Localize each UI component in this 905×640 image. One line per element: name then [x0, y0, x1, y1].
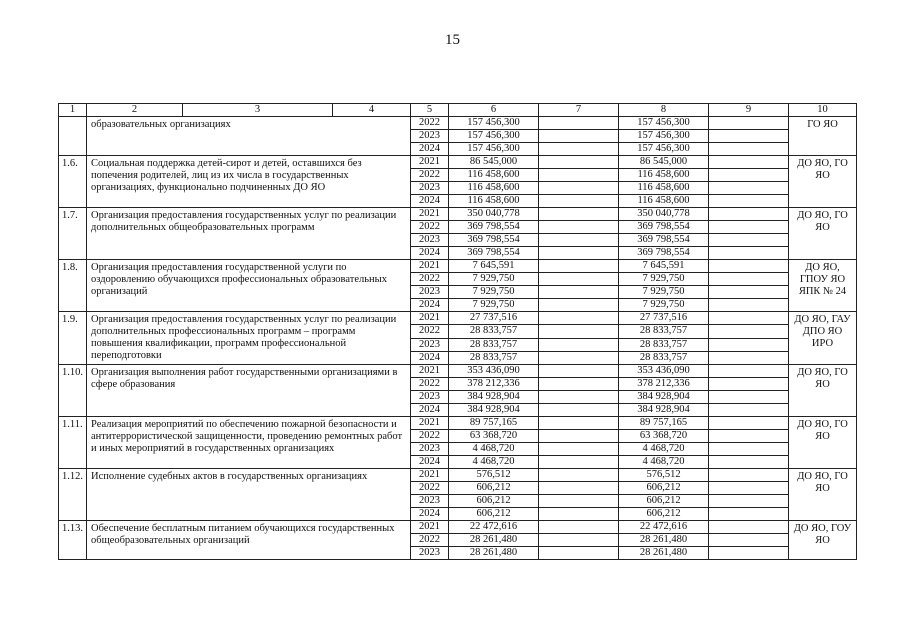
amount-regional-cell: 4 468,720 [619, 443, 709, 456]
executor-cell: ГО ЯО [789, 117, 857, 156]
executor-cell: ДО ЯО, ГОУ ЯО [789, 521, 857, 560]
amount-regional-cell: 116 458,600 [619, 182, 709, 195]
amount-other-cell [709, 443, 789, 456]
item-number: 1.7. [59, 208, 87, 260]
amount-other-cell [709, 286, 789, 299]
amount-federal-cell [539, 169, 619, 182]
item-number [59, 117, 87, 156]
amount-other-cell [709, 273, 789, 286]
amount-other-cell [709, 456, 789, 469]
item-name: Исполнение судебных актов в государственных организациях [87, 469, 411, 521]
amount-total-cell: 7 645,591 [449, 260, 539, 273]
amount-total-cell: 4 468,720 [449, 456, 539, 469]
year-cell: 2024 [411, 404, 449, 417]
amount-federal-cell [539, 195, 619, 208]
year-cell: 2022 [411, 273, 449, 286]
amount-total-cell: 28 833,757 [449, 325, 539, 338]
table-body [59, 104, 857, 560]
amount-federal-cell [539, 521, 619, 534]
amount-regional-cell: 28 261,480 [619, 547, 709, 560]
year-cell: 2021 [411, 469, 449, 482]
amount-other-cell [709, 495, 789, 508]
amount-federal-cell [539, 495, 619, 508]
year-cell: 2023 [411, 391, 449, 404]
year-cell: 2022 [411, 378, 449, 391]
amount-regional-cell: 27 737,516 [619, 312, 709, 325]
executor-cell: ДО ЯО, ГПОУ ЯО ЯПК № 24 [789, 260, 857, 312]
amount-regional-cell: 22 472,616 [619, 521, 709, 534]
table-row [59, 365, 857, 378]
header-row [59, 104, 857, 117]
amount-regional-cell: 384 928,904 [619, 404, 709, 417]
page-number: 15 [445, 32, 460, 48]
amount-total-cell: 606,212 [449, 508, 539, 521]
amount-regional-cell: 116 458,600 [619, 195, 709, 208]
amount-other-cell [709, 365, 789, 378]
amount-total-cell: 116 458,600 [449, 169, 539, 182]
year-cell: 2023 [411, 286, 449, 299]
amount-federal-cell [539, 443, 619, 456]
amount-total-cell: 22 472,616 [449, 521, 539, 534]
executor-cell: ДО ЯО, ГО ЯО [789, 156, 857, 208]
amount-federal-cell [539, 130, 619, 143]
amount-regional-cell: 7 929,750 [619, 273, 709, 286]
amount-other-cell [709, 221, 789, 234]
table-row [59, 260, 857, 273]
executor-cell: ДО ЯО, ГО ЯО [789, 365, 857, 417]
item-number: 1.9. [59, 312, 87, 365]
amount-regional-cell: 7 929,750 [619, 286, 709, 299]
amount-federal-cell [539, 260, 619, 273]
amount-total-cell: 350 040,778 [449, 208, 539, 221]
amount-total-cell: 606,212 [449, 495, 539, 508]
year-cell: 2024 [411, 143, 449, 156]
executor-cell: ДО ЯО, ГО ЯО [789, 208, 857, 260]
amount-other-cell [709, 247, 789, 260]
year-cell: 2023 [411, 130, 449, 143]
amount-total-cell: 378 212,336 [449, 378, 539, 391]
amount-regional-cell: 28 833,757 [619, 351, 709, 364]
amount-total-cell: 157 456,300 [449, 143, 539, 156]
amount-other-cell [709, 391, 789, 404]
item-number: 1.12. [59, 469, 87, 521]
year-cell: 2021 [411, 260, 449, 273]
amount-federal-cell [539, 286, 619, 299]
amount-regional-cell: 157 456,300 [619, 117, 709, 130]
amount-total-cell: 28 261,480 [449, 547, 539, 560]
year-cell: 2024 [411, 195, 449, 208]
amount-federal-cell [539, 547, 619, 560]
amount-federal-cell [539, 508, 619, 521]
amount-regional-cell: 63 368,720 [619, 430, 709, 443]
table-row [59, 156, 857, 169]
table-row [59, 117, 857, 130]
year-cell: 2021 [411, 521, 449, 534]
amount-regional-cell: 89 757,165 [619, 417, 709, 430]
amount-other-cell [709, 156, 789, 169]
item-name: Реализация мероприятий по обеспечению пожарной безопасности и антитеррористической защищенности, проведению ремонтных работ и иных мероприятий в государственных организациях [87, 417, 411, 469]
item-name: Организация выполнения работ государственными организациями в сфере образования [87, 365, 411, 417]
amount-federal-cell [539, 299, 619, 312]
amount-federal-cell [539, 234, 619, 247]
amount-regional-cell: 606,212 [619, 508, 709, 521]
amount-federal-cell [539, 273, 619, 286]
budget-table [58, 103, 857, 560]
table-row [59, 312, 857, 325]
year-cell: 2024 [411, 351, 449, 364]
amount-regional-cell: 28 833,757 [619, 325, 709, 338]
item-name: Организация предоставления государственных услуг по реализации дополнительных профессиональных программ – программ повышения квалификации, программ профессиональной переподготовки [87, 312, 411, 365]
table-row [59, 208, 857, 221]
amount-federal-cell [539, 365, 619, 378]
amount-total-cell: 116 458,600 [449, 182, 539, 195]
amount-total-cell: 86 545,000 [449, 156, 539, 169]
amount-regional-cell: 606,212 [619, 482, 709, 495]
amount-other-cell [709, 182, 789, 195]
amount-total-cell: 369 798,554 [449, 234, 539, 247]
executor-cell: ДО ЯО, ГО ЯО [789, 469, 857, 521]
amount-other-cell [709, 169, 789, 182]
amount-regional-cell: 384 928,904 [619, 391, 709, 404]
year-cell: 2024 [411, 247, 449, 260]
amount-other-cell [709, 143, 789, 156]
amount-total-cell: 7 929,750 [449, 286, 539, 299]
item-number: 1.11. [59, 417, 87, 469]
header-cell: 8 [619, 104, 709, 117]
amount-federal-cell [539, 534, 619, 547]
amount-regional-cell: 378 212,336 [619, 378, 709, 391]
amount-regional-cell: 369 798,554 [619, 221, 709, 234]
amount-total-cell: 606,212 [449, 482, 539, 495]
year-cell: 2024 [411, 508, 449, 521]
amount-regional-cell: 86 545,000 [619, 156, 709, 169]
amount-federal-cell [539, 391, 619, 404]
amount-other-cell [709, 351, 789, 364]
amount-federal-cell [539, 312, 619, 325]
amount-total-cell: 27 737,516 [449, 312, 539, 325]
item-name: Организация предоставления государственной услуги по оздоровлению обучающихся профессиональных образовательных организаций [87, 260, 411, 312]
amount-regional-cell: 369 798,554 [619, 247, 709, 260]
amount-federal-cell [539, 156, 619, 169]
year-cell: 2022 [411, 534, 449, 547]
year-cell: 2023 [411, 338, 449, 351]
item-name: образовательных организациях [87, 117, 411, 156]
amount-federal-cell [539, 469, 619, 482]
amount-regional-cell: 353 436,090 [619, 365, 709, 378]
year-cell: 2022 [411, 221, 449, 234]
year-cell: 2022 [411, 325, 449, 338]
amount-total-cell: 576,512 [449, 469, 539, 482]
amount-federal-cell [539, 338, 619, 351]
amount-regional-cell: 7 645,591 [619, 260, 709, 273]
amount-other-cell [709, 234, 789, 247]
amount-federal-cell [539, 351, 619, 364]
amount-regional-cell: 28 261,480 [619, 534, 709, 547]
amount-regional-cell: 606,212 [619, 495, 709, 508]
amount-federal-cell [539, 417, 619, 430]
amount-regional-cell: 157 456,300 [619, 143, 709, 156]
amount-other-cell [709, 325, 789, 338]
header-cell: 10 [789, 104, 857, 117]
amount-other-cell [709, 195, 789, 208]
header-cell: 7 [539, 104, 619, 117]
item-number: 1.8. [59, 260, 87, 312]
year-cell: 2024 [411, 299, 449, 312]
amount-other-cell [709, 482, 789, 495]
year-cell: 2023 [411, 495, 449, 508]
table-row [59, 417, 857, 430]
amount-other-cell [709, 404, 789, 417]
amount-regional-cell: 116 458,600 [619, 169, 709, 182]
amount-regional-cell: 576,512 [619, 469, 709, 482]
item-name: Социальная поддержка детей-сирот и детей, оставшихся без попечения родителей, лиц из их числа в государственных организациях, функционально подчиненных ДО ЯО [87, 156, 411, 208]
amount-other-cell [709, 312, 789, 325]
executor-cell: ДО ЯО, ГАУ ДПО ЯО ИРО [789, 312, 857, 365]
amount-total-cell: 28 261,480 [449, 534, 539, 547]
year-cell: 2024 [411, 456, 449, 469]
year-cell: 2021 [411, 417, 449, 430]
executor-cell: ДО ЯО, ГО ЯО [789, 417, 857, 469]
year-cell: 2021 [411, 156, 449, 169]
header-cell: 6 [449, 104, 539, 117]
amount-regional-cell: 28 833,757 [619, 338, 709, 351]
amount-regional-cell: 157 456,300 [619, 130, 709, 143]
amount-regional-cell: 350 040,778 [619, 208, 709, 221]
header-cell: 3 [183, 104, 333, 117]
amount-federal-cell [539, 182, 619, 195]
item-number: 1.10. [59, 365, 87, 417]
amount-other-cell [709, 117, 789, 130]
amount-federal-cell [539, 404, 619, 417]
header-cell: 4 [333, 104, 411, 117]
amount-federal-cell [539, 143, 619, 156]
amount-total-cell: 157 456,300 [449, 117, 539, 130]
amount-federal-cell [539, 378, 619, 391]
amount-total-cell: 116 458,600 [449, 195, 539, 208]
amount-total-cell: 353 436,090 [449, 365, 539, 378]
amount-total-cell: 369 798,554 [449, 247, 539, 260]
year-cell: 2021 [411, 365, 449, 378]
table-row [59, 521, 857, 534]
amount-federal-cell [539, 247, 619, 260]
amount-other-cell [709, 521, 789, 534]
year-cell: 2023 [411, 443, 449, 456]
amount-total-cell: 157 456,300 [449, 130, 539, 143]
amount-total-cell: 4 468,720 [449, 443, 539, 456]
amount-federal-cell [539, 117, 619, 130]
amount-federal-cell [539, 208, 619, 221]
year-cell: 2023 [411, 182, 449, 195]
header-cell: 9 [709, 104, 789, 117]
year-cell: 2023 [411, 234, 449, 247]
year-cell: 2022 [411, 430, 449, 443]
amount-federal-cell [539, 221, 619, 234]
amount-other-cell [709, 430, 789, 443]
amount-total-cell: 7 929,750 [449, 273, 539, 286]
amount-regional-cell: 7 929,750 [619, 299, 709, 312]
item-name: Организация предоставления государственных услуг по реализации дополнительных общеобразовательных программ [87, 208, 411, 260]
amount-total-cell: 63 368,720 [449, 430, 539, 443]
year-cell: 2023 [411, 547, 449, 560]
year-cell: 2022 [411, 117, 449, 130]
header-cell: 2 [87, 104, 183, 117]
amount-other-cell [709, 547, 789, 560]
year-cell: 2022 [411, 482, 449, 495]
amount-total-cell: 89 757,165 [449, 417, 539, 430]
amount-total-cell: 28 833,757 [449, 338, 539, 351]
amount-other-cell [709, 534, 789, 547]
amount-regional-cell: 4 468,720 [619, 456, 709, 469]
amount-other-cell [709, 469, 789, 482]
amount-other-cell [709, 260, 789, 273]
amount-total-cell: 384 928,904 [449, 391, 539, 404]
item-number: 1.6. [59, 156, 87, 208]
item-number: 1.13. [59, 521, 87, 560]
item-name: Обеспечение бесплатным питанием обучающихся государственных общеобразовательных организаций [87, 521, 411, 560]
amount-other-cell [709, 417, 789, 430]
year-cell: 2021 [411, 312, 449, 325]
amount-federal-cell [539, 456, 619, 469]
amount-federal-cell [539, 482, 619, 495]
amount-other-cell [709, 208, 789, 221]
amount-total-cell: 369 798,554 [449, 221, 539, 234]
amount-total-cell: 28 833,757 [449, 351, 539, 364]
amount-other-cell [709, 378, 789, 391]
amount-other-cell [709, 299, 789, 312]
header-cell: 5 [411, 104, 449, 117]
amount-federal-cell [539, 430, 619, 443]
table-row [59, 469, 857, 482]
amount-total-cell: 384 928,904 [449, 404, 539, 417]
header-cell: 1 [59, 104, 87, 117]
amount-other-cell [709, 130, 789, 143]
year-cell: 2022 [411, 169, 449, 182]
amount-other-cell [709, 508, 789, 521]
amount-regional-cell: 369 798,554 [619, 234, 709, 247]
amount-other-cell [709, 338, 789, 351]
amount-total-cell: 7 929,750 [449, 299, 539, 312]
amount-federal-cell [539, 325, 619, 338]
year-cell: 2021 [411, 208, 449, 221]
